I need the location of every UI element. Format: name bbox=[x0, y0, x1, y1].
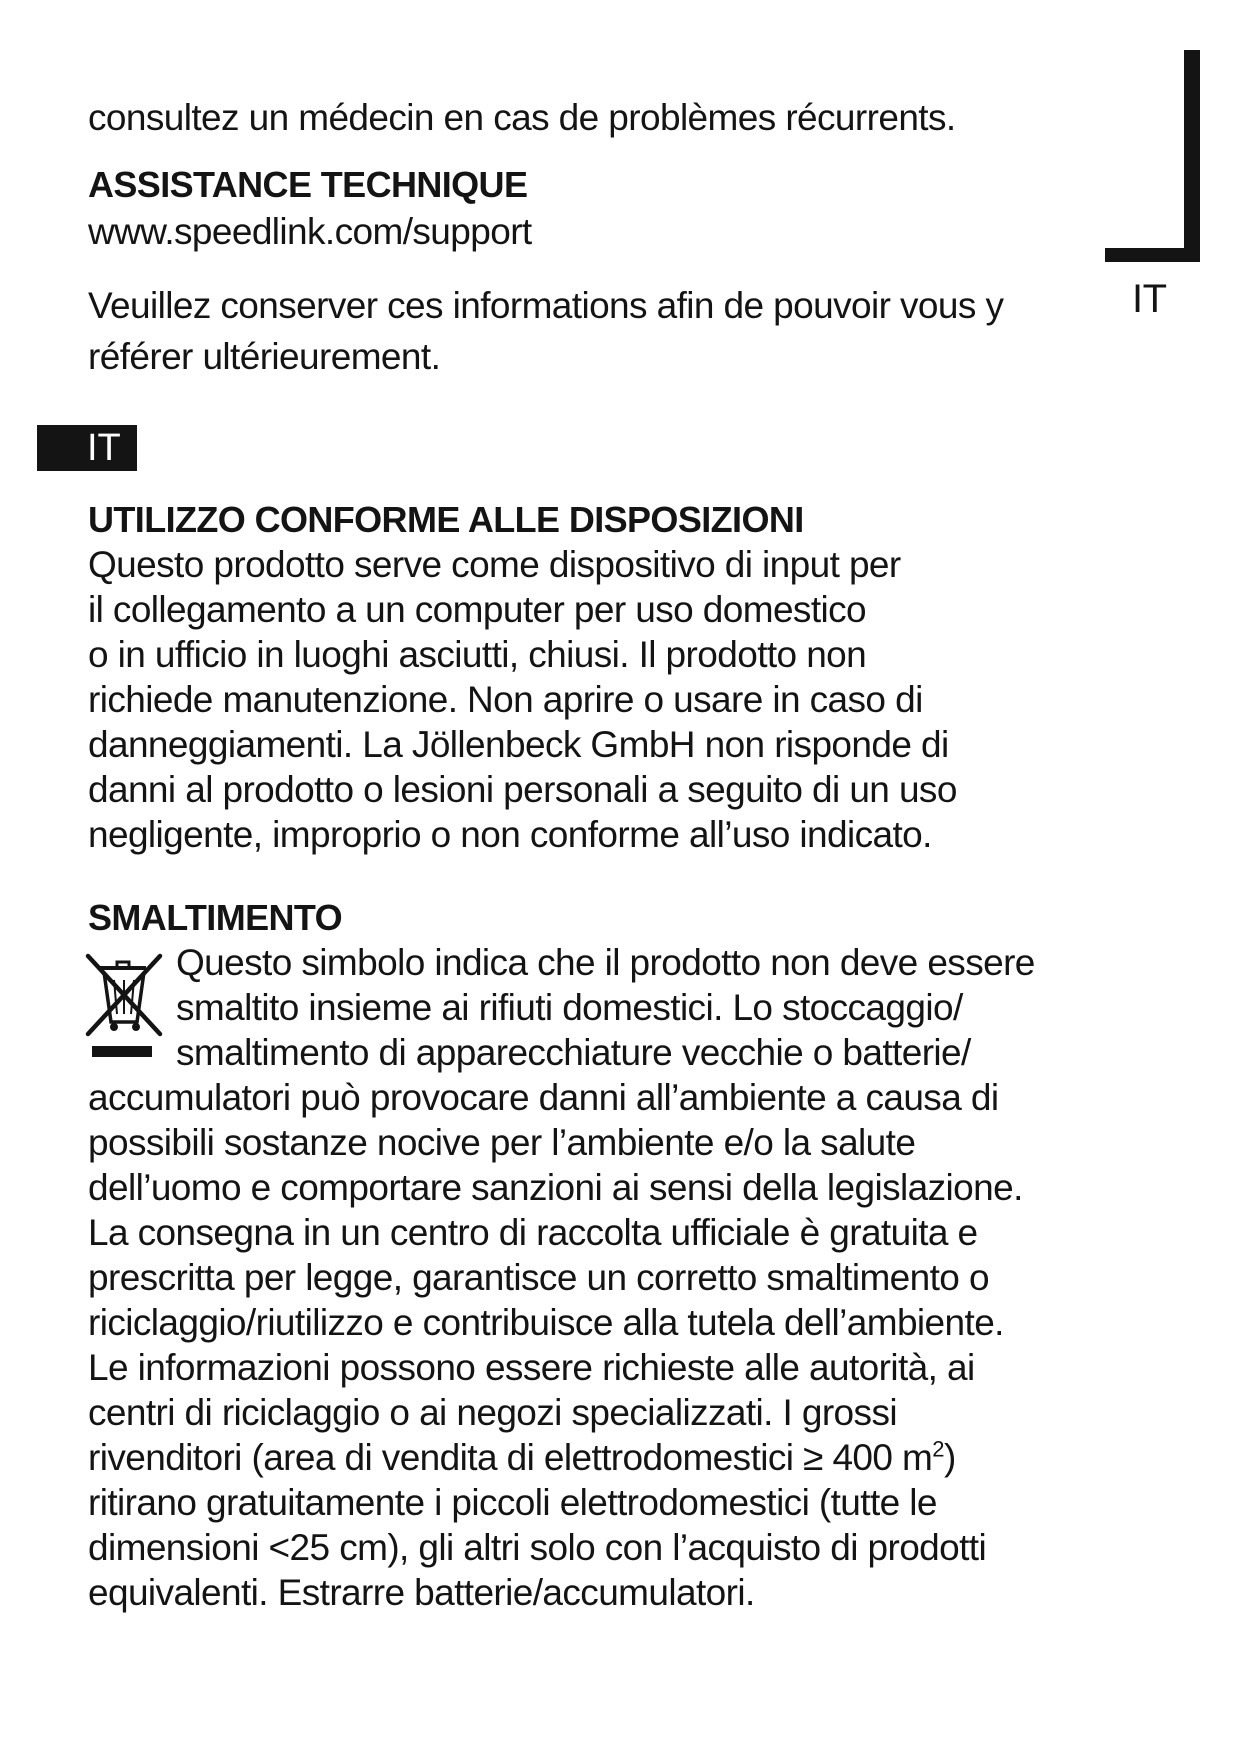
area-text-after: ) bbox=[943, 1437, 956, 1478]
it-intended-use-body bbox=[88, 542, 957, 857]
it-intended-use-line: negligente, improprio o non conforme all’uso indicato. bbox=[88, 814, 932, 855]
it-disposal-body bbox=[88, 1075, 1023, 1615]
fr-keep-info bbox=[88, 283, 1003, 379]
corner-marker-vertical bbox=[1184, 50, 1200, 262]
corner-marker-horizontal bbox=[1105, 248, 1200, 262]
it-disposal-line: dell’uomo e comportare sanzioni ai sensi della legislazione. bbox=[88, 1167, 1023, 1208]
it-intended-use-line: danni al prodotto o lesioni personali a seguito di un uso bbox=[88, 769, 957, 810]
it-intended-use-line: Questo prodotto serve come dispositivo di input per bbox=[88, 544, 901, 585]
it-disposal-line: accumulatori può provocare danni all’ambiente a causa di bbox=[88, 1077, 999, 1118]
it-disposal-line: ritirano gratuitamente i piccoli elettrodomestici (tutte le bbox=[88, 1482, 937, 1523]
it-disposal-line: possibili sostanze nocive per l’ambiente e/o la salute bbox=[88, 1122, 916, 1163]
side-language-label: IT bbox=[1132, 277, 1167, 321]
crossed-out-wheelie-bin-icon bbox=[84, 948, 164, 1060]
it-disposal-line: smaltito insieme ai rifiuti domestici. Lo stoccaggio/ bbox=[176, 987, 963, 1028]
fr-support-url: www.speedlink.com/support bbox=[88, 211, 532, 252]
area-superscript: 2 bbox=[932, 1436, 944, 1462]
it-disposal-line: La consegna in un centro di raccolta ufficiale è gratuita e bbox=[88, 1212, 978, 1253]
it-disposal-line: dimensioni <25 cm), gli altri solo con l’acquisto di prodotti bbox=[88, 1527, 987, 1568]
it-disposal-line: equivalenti. Estrarre batterie/accumulatori. bbox=[88, 1572, 755, 1613]
it-disposal-line: prescritta per legge, garantisce un corretto smaltimento o bbox=[88, 1257, 989, 1298]
language-tab bbox=[37, 425, 137, 471]
fr-keep-info-line: Veuillez conserver ces informations afin de pouvoir vous y bbox=[88, 285, 1004, 326]
it-intended-use-line: o in ufficio in luoghi asciutti, chiusi. Il prodotto non bbox=[88, 634, 867, 675]
it-disposal-area-line bbox=[88, 1435, 1023, 1480]
it-disposal-heading: SMALTIMENTO bbox=[88, 897, 343, 938]
fr-intro-line: consultez un médecin en cas de problèmes récurrents. bbox=[88, 97, 956, 138]
it-disposal-line: Questo simbolo indica che il prodotto non deve essere bbox=[176, 942, 1035, 983]
it-disposal-line: Le informazioni possono essere richieste alle autorità, ai bbox=[88, 1347, 975, 1388]
it-intended-use-line: danneggiamenti. La Jöllenbeck GmbH non risponde di bbox=[88, 724, 949, 765]
fr-keep-info-line: référer ultérieurement. bbox=[88, 336, 441, 377]
it-disposal-line: smaltimento di apparecchiature vecchie o batterie/ bbox=[176, 1032, 971, 1073]
it-disposal-symbol-text bbox=[176, 940, 1035, 1075]
area-text-before: rivenditori (area di vendita di elettrodomestici ≥ 400 m bbox=[88, 1437, 933, 1478]
it-intended-use-line: il collegamento a un computer per uso domestico bbox=[88, 589, 867, 630]
fr-support-heading: ASSISTANCE TECHNIQUE bbox=[88, 164, 528, 205]
it-intended-use-line: richiede manutenzione. Non aprire o usare in caso di bbox=[88, 679, 923, 720]
language-tab-label: IT bbox=[87, 427, 121, 469]
it-intended-use-heading: UTILIZZO CONFORME ALLE DISPOSIZIONI bbox=[88, 499, 804, 540]
it-disposal-line: riciclaggio/riutilizzo e contribuisce alla tutela dell’ambiente. bbox=[88, 1302, 1004, 1343]
it-disposal-line: centri di riciclaggio o ai negozi specializzati. I grossi bbox=[88, 1392, 897, 1433]
